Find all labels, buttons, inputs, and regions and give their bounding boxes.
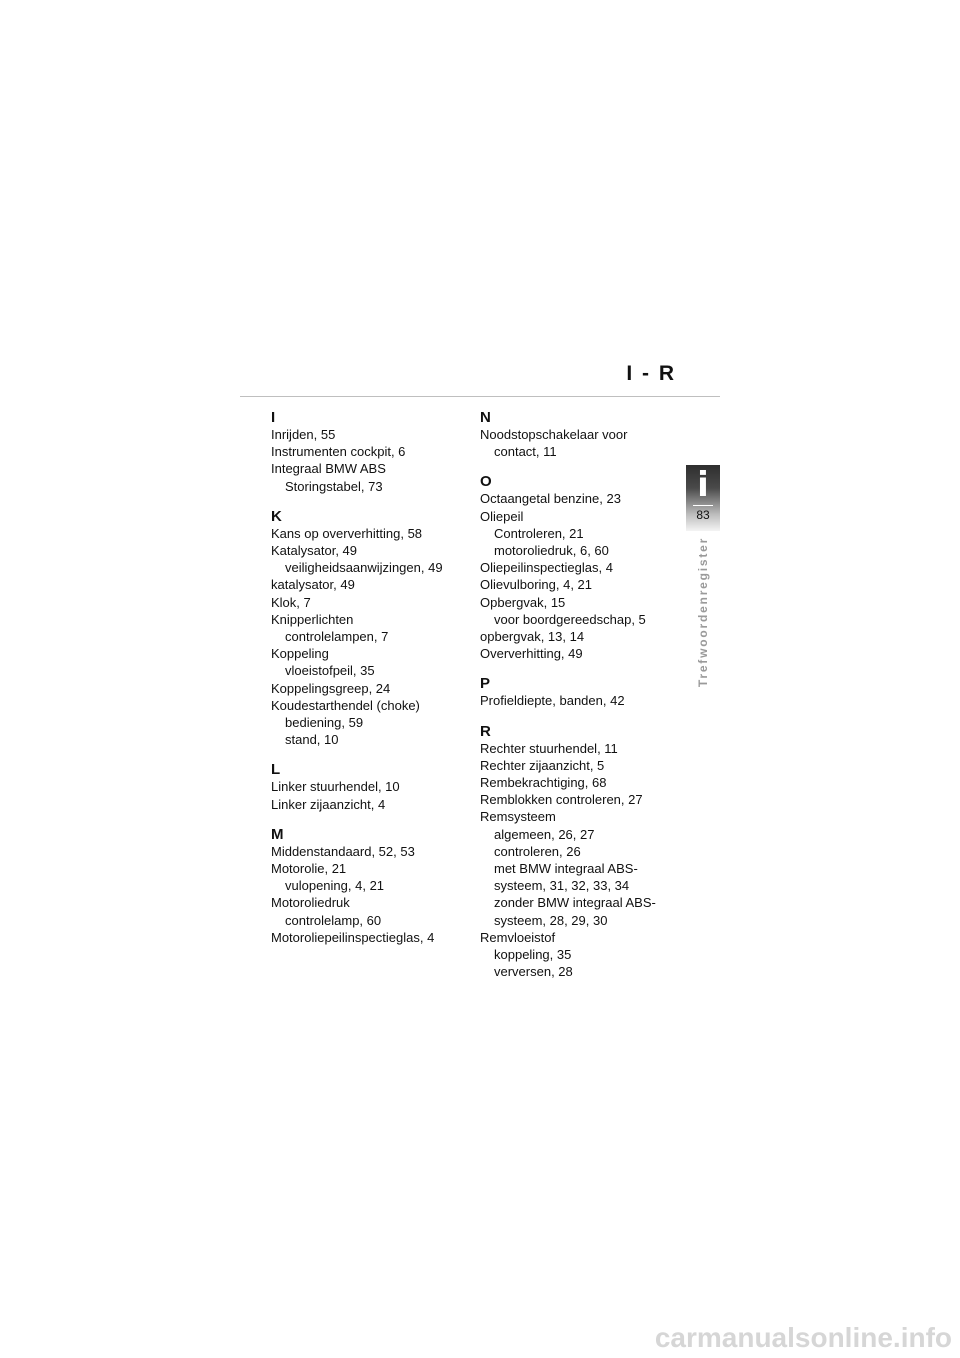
index-subentry: Storingstabel, 73	[285, 478, 383, 494]
index-entry: Koppeling	[271, 646, 329, 662]
index-entry: Knipperlichten	[271, 611, 354, 627]
index-subentry: met BMW integraal ABS-	[494, 861, 638, 877]
index-subentry: zonder BMW integraal ABS-	[494, 895, 656, 911]
index-subentry: algemeen, 26, 27	[494, 826, 595, 842]
index-subentry: controlelampen, 7	[285, 629, 389, 645]
index-entry: Opbergvak, 15	[480, 594, 566, 610]
index-entry: Olievulboring, 4, 21	[480, 577, 593, 593]
index-subentry: vulopening, 4, 21	[285, 878, 385, 894]
index-subentry: vloeistofpeil, 35	[285, 663, 375, 679]
index-subentry: verversen, 28	[494, 964, 573, 980]
index-entry: Middenstandaard, 52, 53	[271, 843, 415, 859]
index-column-left	[271, 409, 471, 959]
index-entry: Oliepeilinspectieglas, 4	[480, 560, 613, 576]
index-entry: Remsysteem	[480, 809, 556, 825]
index-entry: Oververhitting, 49	[480, 646, 583, 662]
index-entry: Octaangetal benzine, 23	[480, 491, 621, 507]
index-entry: Rechter zijaanzicht, 5	[480, 757, 605, 773]
index-section	[271, 826, 471, 946]
index-section	[271, 409, 471, 495]
index-column-right	[480, 409, 680, 993]
index-entry: opbergvak, 13, 14	[480, 629, 585, 645]
tab-divider	[693, 505, 713, 506]
header-rule	[240, 396, 720, 397]
index-entry: Rechter stuurhendel, 11	[480, 740, 618, 756]
section-letter: P	[480, 675, 491, 693]
section-letter: R	[480, 722, 491, 740]
index-subentry: contact, 11	[494, 444, 557, 460]
index-section	[480, 409, 680, 460]
index-subentry: voor boordgereedschap, 5	[494, 611, 646, 627]
index-entry: Profieldiepte, banden, 42	[480, 693, 625, 709]
index-entry: Katalysator, 49	[271, 543, 357, 559]
index-entry: Koppelingsgreep, 24	[271, 680, 391, 696]
index-entry: Klok, 7	[271, 594, 311, 610]
index-entry: Noodstopschakelaar voor	[480, 427, 628, 442]
section-letter: K	[271, 507, 282, 525]
index-entry: Motoroliedruk	[271, 895, 350, 911]
index-entry: Integraal BMW ABS	[271, 461, 386, 477]
watermark: carmanualsonline.info	[654, 1322, 952, 1353]
index-subentry: stand, 10	[285, 732, 339, 748]
index-entry: Rembekrachtiging, 68	[480, 775, 607, 791]
index-entry: Remvloeistof	[480, 929, 556, 945]
chapter-side-label: Trefwoordenregister	[696, 536, 710, 688]
index-section	[271, 761, 471, 812]
section-letter: O	[480, 473, 492, 491]
index-section	[271, 508, 471, 749]
section-letter: M	[271, 825, 284, 843]
index-subentry: motoroliedruk, 6, 60	[494, 543, 609, 559]
index-entry: Remblokken controleren, 27	[480, 792, 643, 808]
index-entry: katalysator, 49	[271, 577, 355, 593]
index-entry: Koudestarthendel (choke)	[271, 697, 420, 713]
index-subentry: systeem, 31, 32, 33, 34	[494, 878, 630, 894]
page-number: 83	[696, 508, 710, 522]
index-entry: Inrijden, 55	[271, 427, 336, 442]
section-letter: I	[271, 409, 276, 426]
index-subentry: controlelamp, 60	[285, 912, 382, 928]
page-heading: I - R	[626, 362, 676, 385]
index-subentry: Controleren, 21	[494, 525, 584, 541]
section-letter: N	[480, 409, 491, 426]
chapter-tab	[686, 465, 720, 531]
index-subentry: bediening, 59	[285, 715, 364, 731]
index-entry: Linker zijaanzicht, 4	[271, 796, 386, 812]
info-icon: i	[697, 465, 709, 505]
index-section	[480, 473, 680, 662]
index-entry: Motorolie, 21	[271, 861, 347, 877]
index-entry: Kans op oververhitting, 58	[271, 525, 423, 541]
index-entry: Instrumenten cockpit, 6	[271, 444, 406, 460]
index-subentry: veiligheidsaanwijzingen, 49	[285, 560, 443, 576]
index-entry: Oliepeil	[480, 508, 524, 524]
index-section	[480, 675, 680, 709]
index-entry: Motoroliepeilinspectieglas, 4	[271, 929, 435, 945]
index-section	[480, 723, 680, 981]
index-entry: Linker stuurhendel, 10	[271, 779, 400, 795]
section-letter: L	[271, 761, 281, 779]
index-subentry: controleren, 26	[494, 843, 581, 859]
index-subentry: systeem, 28, 29, 30	[494, 912, 608, 928]
index-subentry: koppeling, 35	[494, 947, 572, 963]
